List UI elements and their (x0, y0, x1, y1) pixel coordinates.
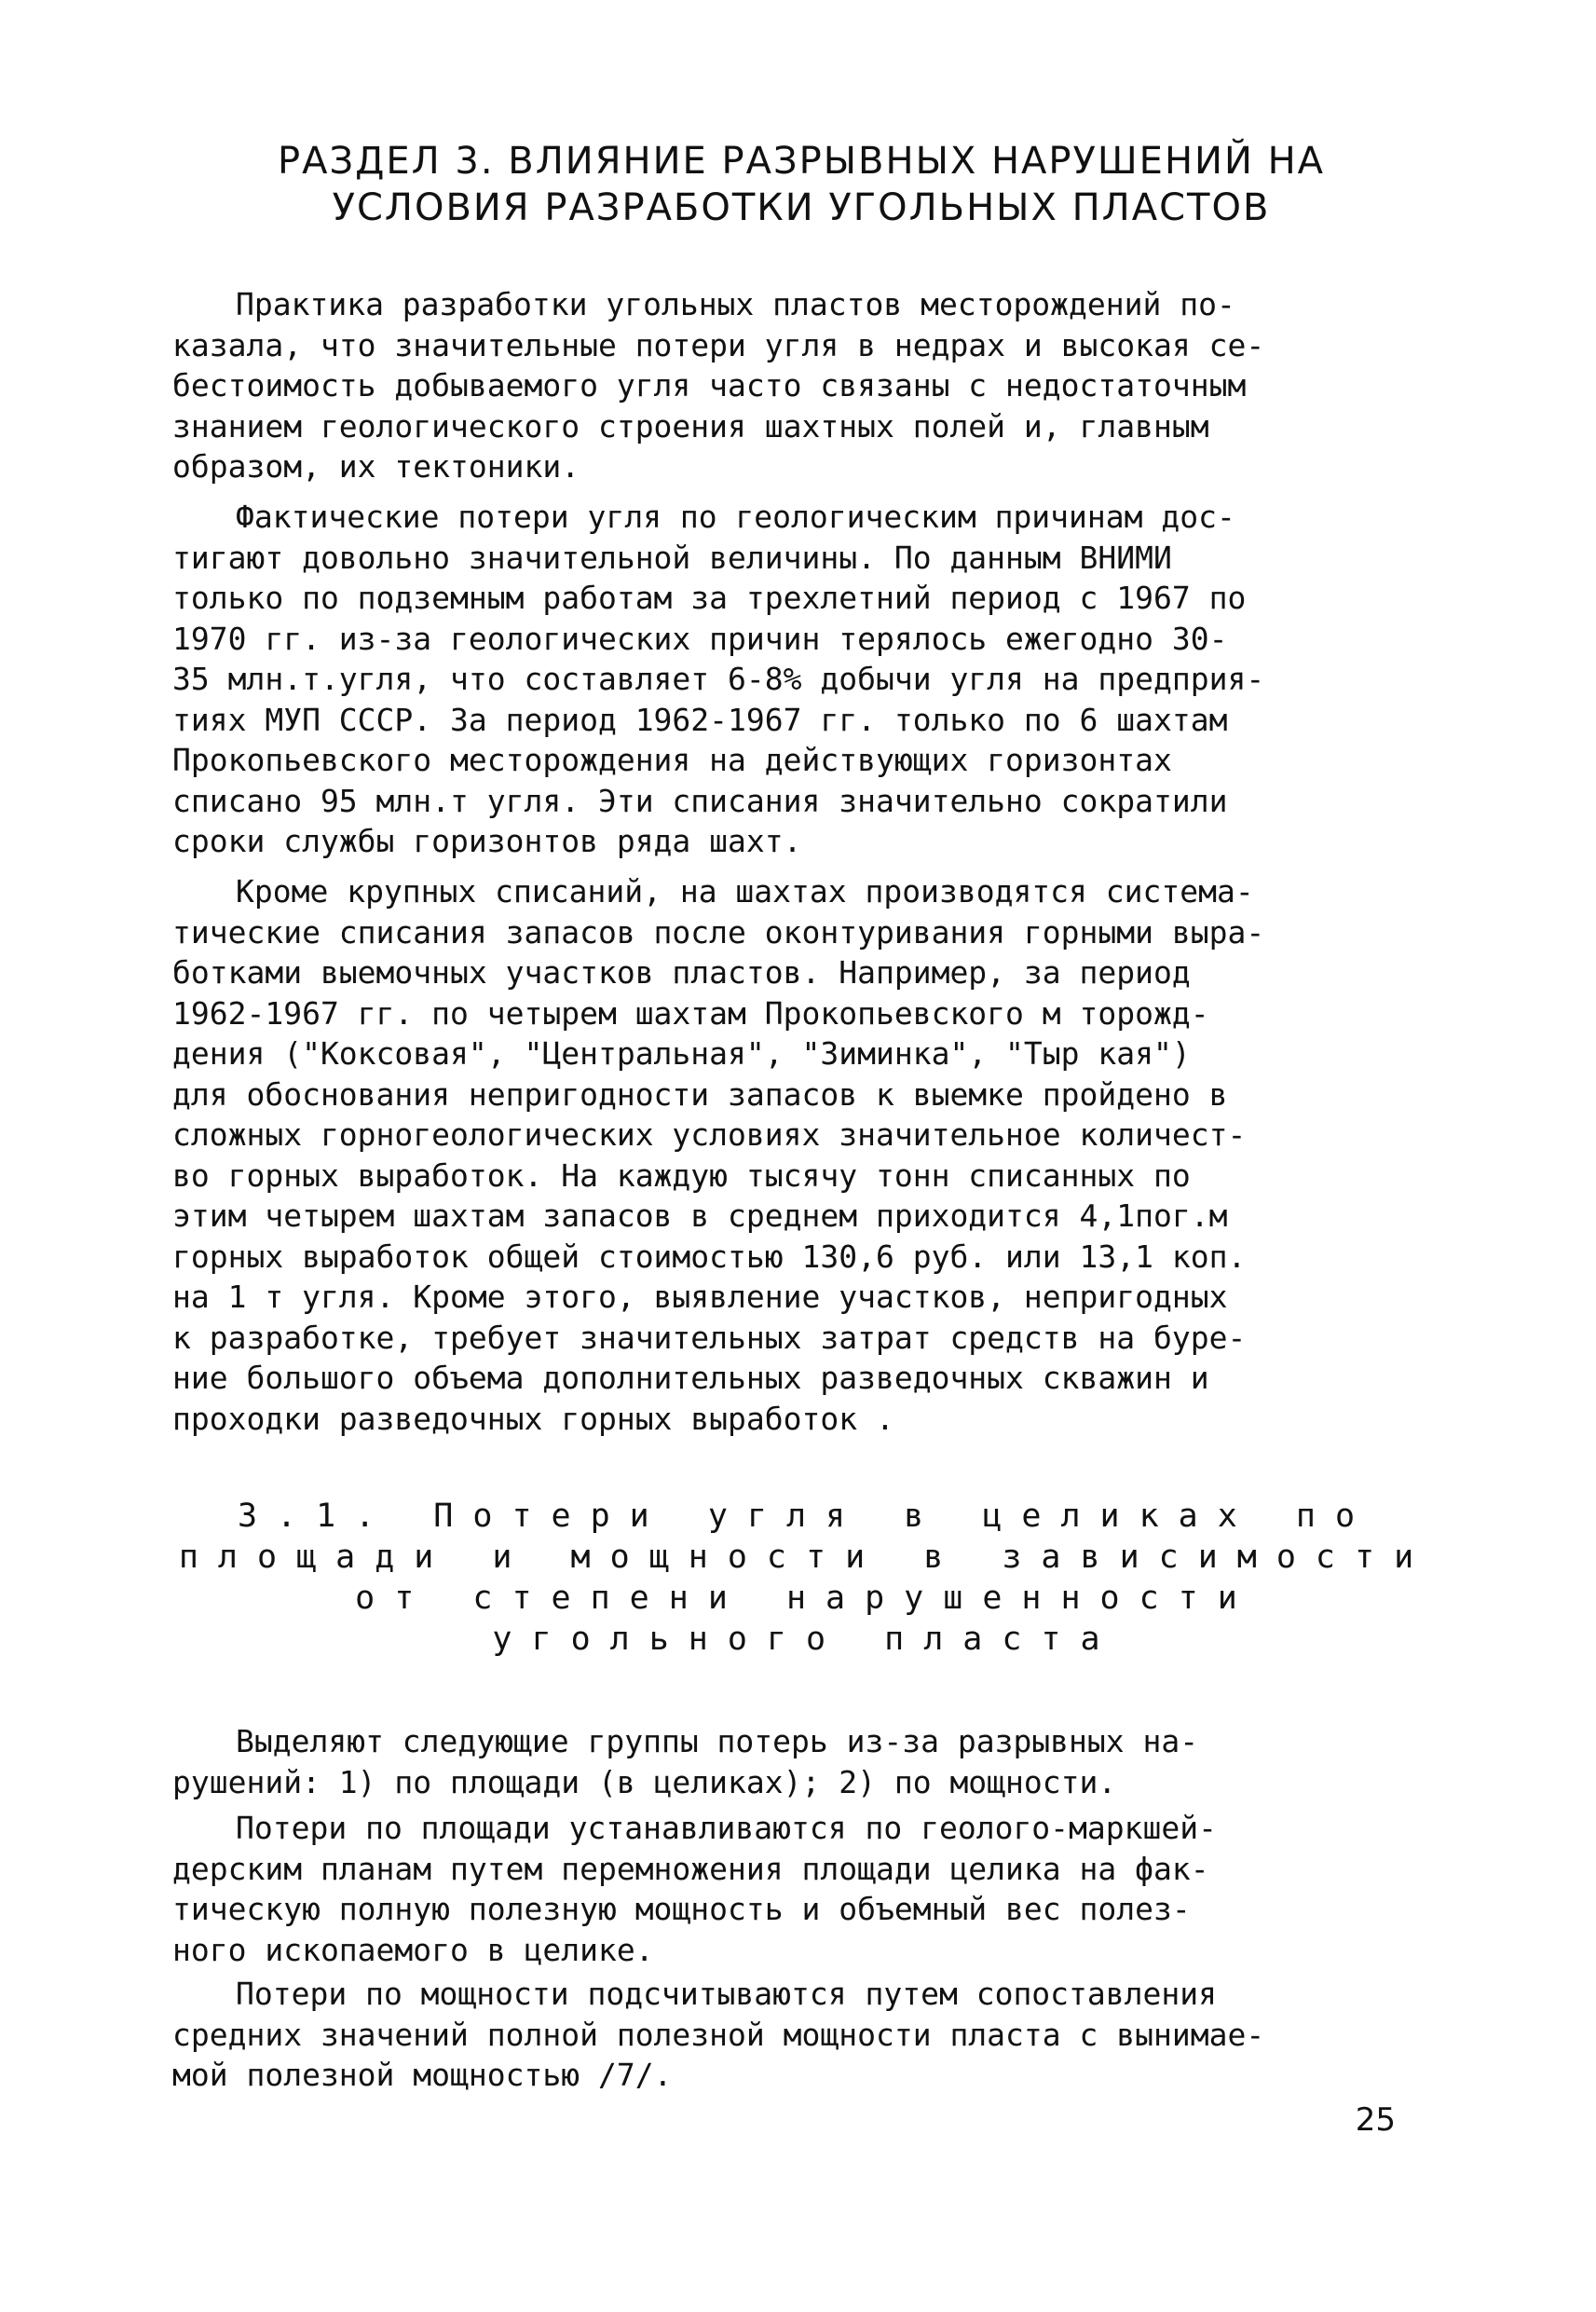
text-line: дерским планам путем перемножения площади целика на фак- (172, 1850, 1209, 1887)
paragraph (172, 1808, 1439, 1970)
text-line: 1970 гг. из-за геологических причин терялось ежегодно 30- (172, 620, 1228, 657)
paragraph (172, 871, 1439, 1439)
text-line: на 1 т угля. Кроме этого, выявление участков, непригодных (172, 1279, 1228, 1315)
text-line: средних значений полной полезной мощности пласта с вынимае- (172, 2016, 1265, 2053)
text-line: мой полезной мощностью /7/. (172, 2057, 673, 2093)
text-line: сложных горногеологических условиях значительное количест- (172, 1116, 1247, 1153)
text-line: к разработке, требует значительных затрат средств на буре- (172, 1319, 1247, 1356)
subsection-title-line: от степени нарушенности (355, 1580, 1257, 1617)
paragraph (172, 497, 1439, 862)
text-line: 35 млн.т.угля, что составляет 6-8% добычи угля на предприя- (172, 661, 1265, 697)
paragraph (172, 284, 1439, 487)
text-line: для обоснования непригодности запасов к выемке пройдено в (172, 1075, 1228, 1113)
page-number: 25 (1355, 2101, 1396, 2139)
text-line: тиях МУП СССР. За период 1962-1967 гг. только по 6 шахтам (172, 701, 1228, 738)
text-line: Прокопьевского месторождения на действующих горизонтах (172, 742, 1172, 778)
text-line: ного ископаемого в целике. (172, 1931, 654, 1968)
text-line: дения ("Коксовая", "Центральная", "Зиминка", "Тыр кая") (172, 1035, 1191, 1072)
text-line: проходки разведочных горных выработок . (172, 1400, 894, 1437)
text-line: только по подземным работам за трехлетний период с 1967 по (172, 580, 1247, 616)
text-line: ние большого объема дополнительных разведочных скважин и (172, 1360, 1209, 1396)
text-line: во горных выработок. На каждую тысячу тонн списанных по (172, 1156, 1191, 1194)
subsection-title-line: 3.1. Потери угля в целиках по (237, 1498, 1375, 1535)
text-line: тическую полную полезную мощность и объемный вес полез- (172, 1891, 1191, 1927)
text-line: казала, что значительные потери угля в недрах и высокая се- (172, 326, 1265, 363)
paragraph (172, 1721, 1439, 1802)
subsection-title (172, 1496, 1439, 1660)
text-line: тигают довольно значительной величины. По данным ВНИМИ (172, 539, 1172, 576)
subsection-title-line: угольного пласта (492, 1621, 1120, 1658)
text-line: тические списания запасов после оконтуривания горными выра- (172, 913, 1265, 951)
section-title-line: УСЛОВИЯ РАЗРАБОТКИ УГОЛЬНЫХ ПЛАСТОВ (332, 186, 1271, 229)
text-line: Кроме крупных списаний, на шахтах производятся система- (236, 873, 1254, 910)
paragraph (172, 1974, 1439, 2096)
text-line: образом, их тектоники. (172, 448, 580, 485)
text-line: бестоимость добываемого угля часто связаны с недостаточным (172, 367, 1247, 404)
text-line: Потери по площади устанавливаются по геолого-маркшей- (236, 1810, 1217, 1846)
section-title (186, 138, 1416, 231)
section-title-line: РАЗДЕЛ 3. ВЛИЯНИЕ РАЗРЫВНЫХ НАРУШЕНИЙ НА (277, 140, 1326, 183)
text-line: сроки службы горизонтов ряда шахт. (172, 823, 802, 859)
text-line: рушений: 1) по площади (в целиках); 2) по мощности. (172, 1763, 1117, 1800)
text-line: Фактические потери угля по геологическим причинам дос- (236, 499, 1235, 535)
text-line: списано 95 млн.т угля. Эти списания значительно сократили (172, 782, 1228, 819)
text-line: Потери по мощности подсчитываются путем сопоставления (236, 1976, 1217, 2012)
text-line: этим четырем шахтам запасов в среднем приходится 4,1пог.м (172, 1197, 1228, 1234)
text-line: Выделяют следующие группы потерь из-за разрывных на- (236, 1723, 1199, 1759)
text-line: Практика разработки угольных пластов месторождений по- (236, 286, 1235, 322)
text-line: горных выработок общей стоимостью 130,6 руб. или 13,1 коп. (172, 1238, 1247, 1275)
text-line: 1962-1967 гг. по четырем шахтам Прокопьевского м торожд- (172, 994, 1209, 1032)
text-line: знанием геологического строения шахтных полей и, главным (172, 407, 1209, 445)
subsection-title-line: площади и мощности в зависимости (178, 1539, 1434, 1576)
text-line: ботками выемочных участков пластов. Например, за период (172, 954, 1191, 991)
